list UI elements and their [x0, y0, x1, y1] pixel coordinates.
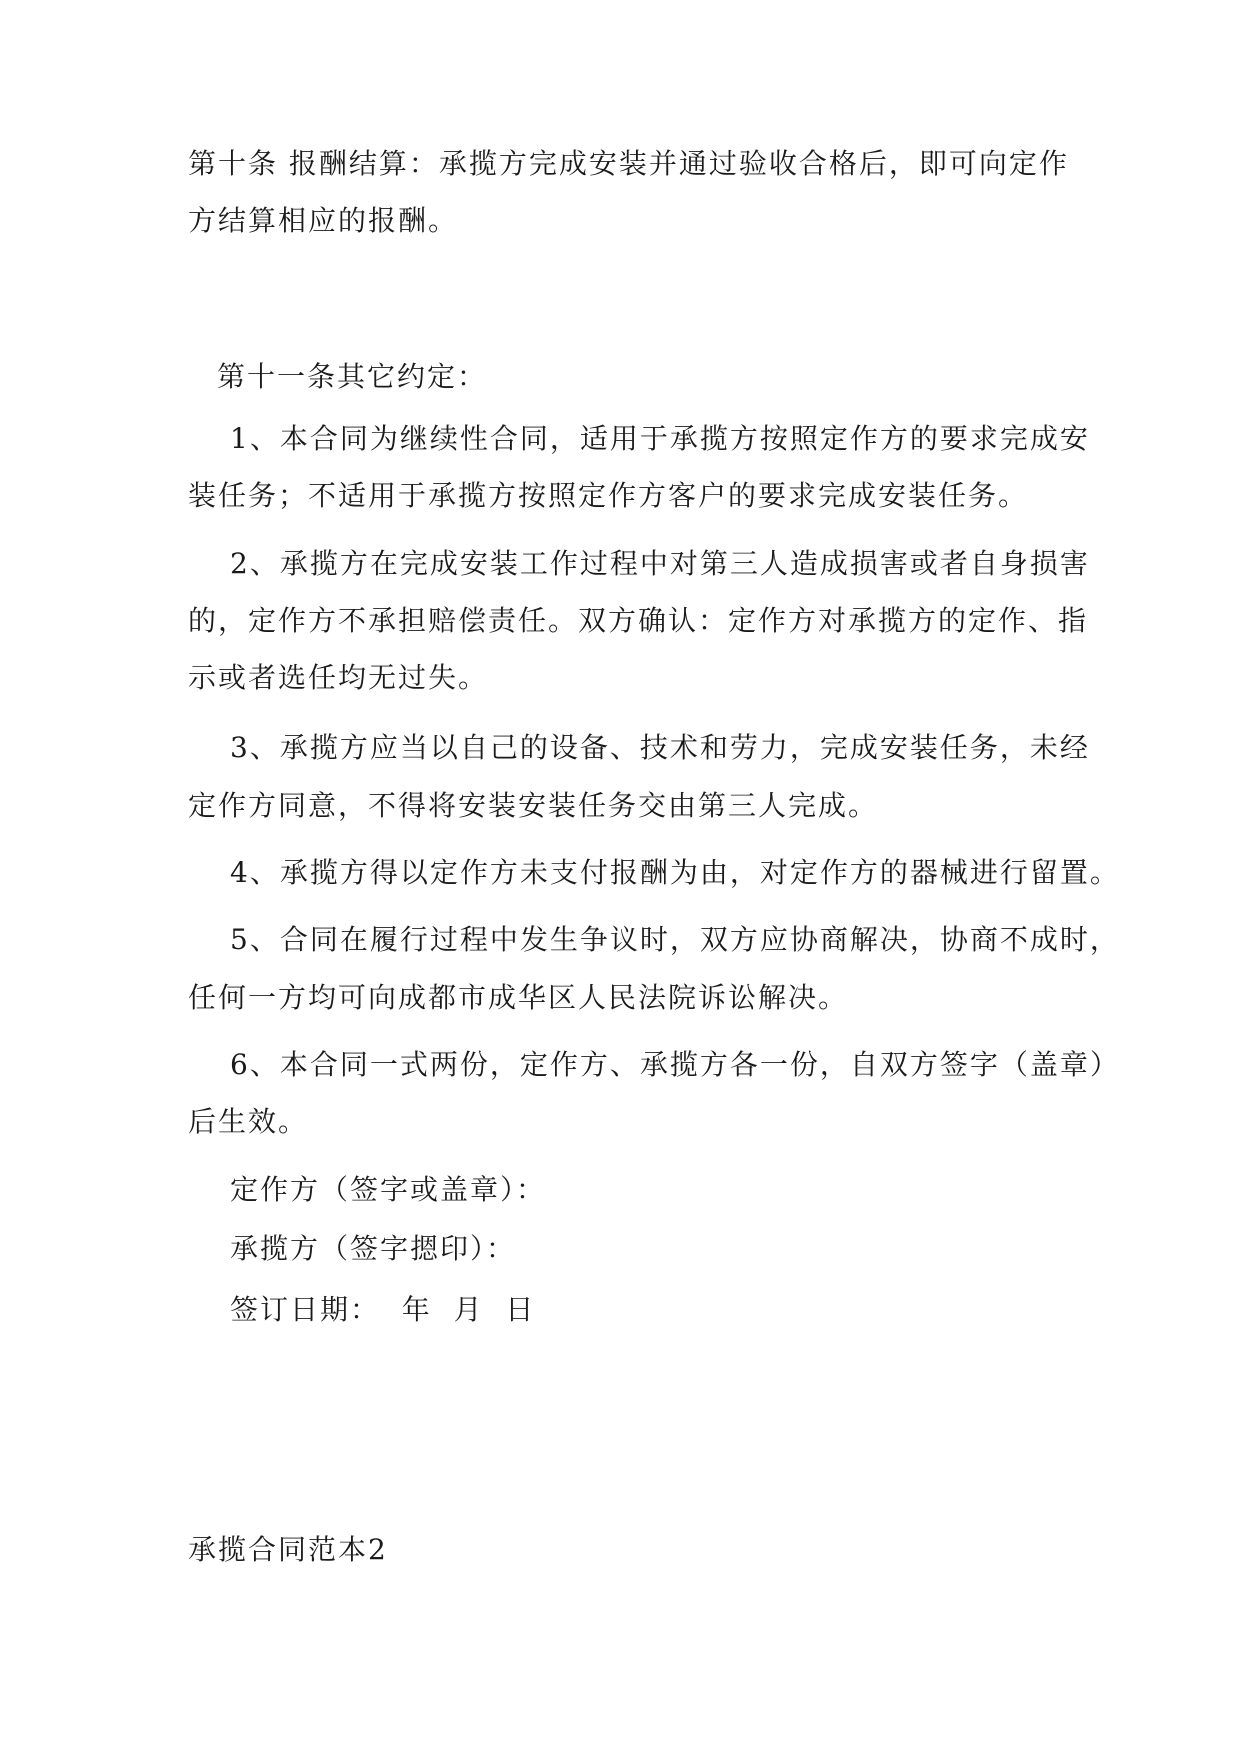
signing-date: 签订日期： 年 月 日: [230, 1293, 536, 1326]
clause-3-line-2: 定作方同意，不得将安装安装任务交由第三人完成。: [188, 789, 879, 822]
clause-5-line-2: 任何一方均可向成都市成华区人民法院诉讼解决。: [188, 981, 849, 1014]
signature-party-a: 定作方（签字或盖章）：: [230, 1173, 547, 1206]
article-11-heading: 第十一条其它约定：: [217, 360, 488, 393]
signature-party-b: 承揽方（签字摁印）：: [230, 1232, 517, 1265]
clause-2-line-1: 2、承揽方在完成安装工作过程中对第三人造成损害或者自身损害: [230, 547, 1090, 580]
clause-5-line-1: 5、合同在履行过程中发生争议时，双方应协商解决，协商不成时，: [230, 923, 1120, 956]
article-10-line-1: 第十条 报酬结算：承揽方完成安装并通过验收合格后，即可向定作: [188, 147, 1069, 180]
clause-3-line-1: 3、承揽方应当以自己的设备、技术和劳力，完成安装任务，未经: [230, 731, 1090, 764]
clause-1-line-2: 装任务；不适用于承揽方按照定作方客户的要求完成安装任务。: [188, 479, 1029, 512]
article-10-line-2: 方结算相应的报酬。: [188, 204, 459, 237]
next-contract-title: 承揽合同范本2: [188, 1533, 388, 1566]
clause-2-line-3: 示或者选任均无过失。: [188, 661, 489, 694]
clause-4-line-1: 4、承揽方得以定作方未支付报酬为由，对定作方的器械进行留置。: [230, 856, 1120, 889]
clause-1-line-1: 1、本合同为继续性合同，适用于承揽方按照定作方的要求完成安: [230, 422, 1090, 455]
clause-6-line-1: 6、本合同一式两份，定作方、承揽方各一份，自双方签字（盖章）: [230, 1048, 1120, 1081]
clause-6-line-2: 后生效。: [188, 1105, 309, 1138]
clause-2-line-2: 的，定作方不承担赔偿责任。双方确认：定作方对承揽方的定作、指: [188, 604, 1089, 637]
